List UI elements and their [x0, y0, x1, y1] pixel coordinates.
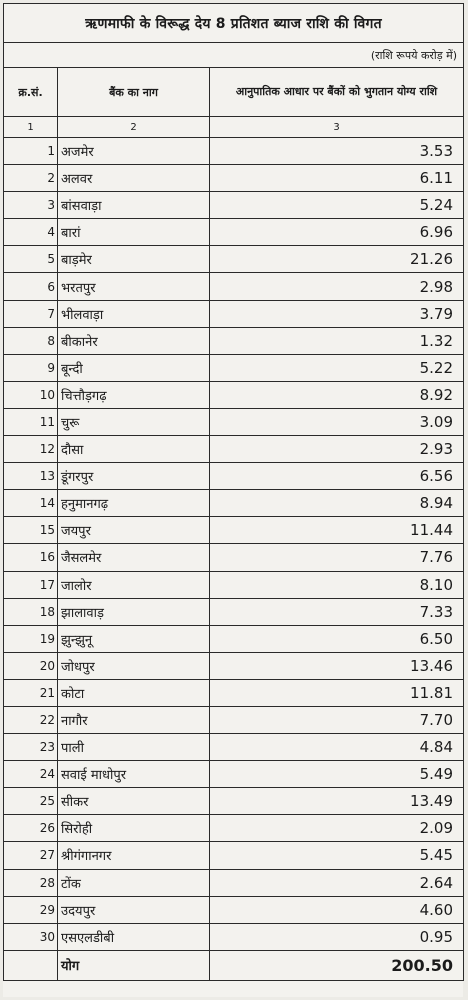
table-row — [4, 734, 464, 761]
serial-number-cell: 8 — [4, 327, 58, 354]
title-row — [4, 4, 464, 43]
bank-name-cell: बांसवाड़ा — [58, 192, 210, 219]
serial-number-cell: 18 — [4, 598, 58, 625]
table-row — [4, 165, 464, 192]
serial-number-cell: 13 — [4, 463, 58, 490]
table-row — [4, 571, 464, 598]
serial-number-cell: 12 — [4, 436, 58, 463]
bank-name-cell: सीकर — [58, 788, 210, 815]
amount-cell: 8.10 — [210, 571, 464, 598]
table-row — [4, 896, 464, 923]
amount-cell: 6.50 — [210, 625, 464, 652]
bank-name-cell: एसएलडीबी — [58, 923, 210, 950]
table-row — [4, 463, 464, 490]
amount-cell: 4.84 — [210, 734, 464, 761]
table-row — [4, 273, 464, 300]
serial-number-cell: 16 — [4, 544, 58, 571]
table-row — [4, 246, 464, 273]
serial-number-cell: 10 — [4, 381, 58, 408]
serial-number-cell: 7 — [4, 300, 58, 327]
column-number-row — [4, 117, 464, 138]
total-serial-cell — [4, 950, 58, 980]
serial-number-cell: 22 — [4, 706, 58, 733]
amount-cell: 3.09 — [210, 408, 464, 435]
total-row — [4, 950, 464, 980]
table-row — [4, 354, 464, 381]
bank-name-cell: हनुमानगढ़ — [58, 490, 210, 517]
table-row — [4, 788, 464, 815]
bank-name-cell: चित्तौड़गढ़ — [58, 381, 210, 408]
unit-row — [4, 43, 464, 68]
table-row — [4, 490, 464, 517]
header-serial: क्र.सं. — [4, 68, 58, 117]
serial-number-cell: 23 — [4, 734, 58, 761]
serial-number-cell: 11 — [4, 408, 58, 435]
bank-name-cell: झालावाड़ — [58, 598, 210, 625]
amount-cell: 6.11 — [210, 165, 464, 192]
table-row — [4, 923, 464, 950]
serial-number-cell: 25 — [4, 788, 58, 815]
table-row — [4, 761, 464, 788]
bank-name-cell: श्रीगंगानगर — [58, 842, 210, 869]
total-label: योग — [58, 950, 210, 980]
serial-number-cell: 2 — [4, 165, 58, 192]
amount-cell: 11.44 — [210, 517, 464, 544]
amount-cell: 6.56 — [210, 463, 464, 490]
bank-name-cell: भरतपुर — [58, 273, 210, 300]
serial-number-cell: 24 — [4, 761, 58, 788]
bank-name-cell: सिरोही — [58, 815, 210, 842]
bank-name-cell: डूंगरपुर — [58, 463, 210, 490]
serial-number-cell: 5 — [4, 246, 58, 273]
table-row — [4, 517, 464, 544]
table-row — [4, 300, 464, 327]
amount-cell: 5.45 — [210, 842, 464, 869]
serial-number-cell: 17 — [4, 571, 58, 598]
bank-name-cell: सवाई माधोपुर — [58, 761, 210, 788]
bank-name-cell: पाली — [58, 734, 210, 761]
serial-number-cell: 30 — [4, 923, 58, 950]
amount-cell: 1.32 — [210, 327, 464, 354]
amount-cell: 11.81 — [210, 679, 464, 706]
unit-note: (राशि रूपये करोड़ में) — [4, 43, 464, 68]
amount-cell: 4.60 — [210, 896, 464, 923]
serial-number-cell: 27 — [4, 842, 58, 869]
amount-cell: 7.70 — [210, 706, 464, 733]
header-amount: आनुपातिक आधार पर बैंकों को भुगतान योग्य राशि — [210, 68, 464, 117]
bank-name-cell: भीलवाड़ा — [58, 300, 210, 327]
serial-number-cell: 19 — [4, 625, 58, 652]
table-row — [4, 192, 464, 219]
serial-number-cell: 15 — [4, 517, 58, 544]
table-row — [4, 869, 464, 896]
column-number: 2 — [58, 117, 210, 138]
bank-name-cell: कोटा — [58, 679, 210, 706]
amount-cell: 21.26 — [210, 246, 464, 273]
amount-cell: 7.76 — [210, 544, 464, 571]
serial-number-cell: 21 — [4, 679, 58, 706]
table-row — [4, 436, 464, 463]
document-sheet — [3, 3, 463, 997]
header-bank: बैंक का नाग — [58, 68, 210, 117]
bank-name-cell: दौसा — [58, 436, 210, 463]
bank-name-cell: जालोर — [58, 571, 210, 598]
column-number: 1 — [4, 117, 58, 138]
amount-cell: 3.79 — [210, 300, 464, 327]
bank-name-cell: बीकानेर — [58, 327, 210, 354]
table-row — [4, 842, 464, 869]
table-row — [4, 138, 464, 165]
amount-cell: 5.49 — [210, 761, 464, 788]
serial-number-cell: 14 — [4, 490, 58, 517]
table-row — [4, 706, 464, 733]
amount-cell: 7.33 — [210, 598, 464, 625]
amount-cell: 5.24 — [210, 192, 464, 219]
total-value: 200.50 — [210, 950, 464, 980]
amount-cell: 6.96 — [210, 219, 464, 246]
bank-name-cell: जोधपुर — [58, 652, 210, 679]
amount-cell: 0.95 — [210, 923, 464, 950]
serial-number-cell: 4 — [4, 219, 58, 246]
table-row — [4, 598, 464, 625]
table-row — [4, 652, 464, 679]
serial-number-cell: 1 — [4, 138, 58, 165]
table-row — [4, 327, 464, 354]
bank-name-cell: बारां — [58, 219, 210, 246]
amount-cell: 8.92 — [210, 381, 464, 408]
serial-number-cell: 26 — [4, 815, 58, 842]
table-row — [4, 544, 464, 571]
amount-cell: 2.64 — [210, 869, 464, 896]
table-row — [4, 815, 464, 842]
interest-amount-table — [3, 3, 464, 981]
bank-name-cell: उदयपुर — [58, 896, 210, 923]
table-row — [4, 381, 464, 408]
amount-cell: 2.98 — [210, 273, 464, 300]
serial-number-cell: 6 — [4, 273, 58, 300]
amount-cell: 3.53 — [210, 138, 464, 165]
table-row — [4, 625, 464, 652]
table-row — [4, 679, 464, 706]
serial-number-cell: 3 — [4, 192, 58, 219]
amount-cell: 8.94 — [210, 490, 464, 517]
serial-number-cell: 29 — [4, 896, 58, 923]
bank-name-cell: झुन्झुनू — [58, 625, 210, 652]
amount-cell: 5.22 — [210, 354, 464, 381]
amount-cell: 2.09 — [210, 815, 464, 842]
bank-name-cell: अलवर — [58, 165, 210, 192]
bank-name-cell: बून्दी — [58, 354, 210, 381]
bank-name-cell: चुरू — [58, 408, 210, 435]
table-row — [4, 408, 464, 435]
table-row — [4, 219, 464, 246]
serial-number-cell: 9 — [4, 354, 58, 381]
bank-name-cell: नागौर — [58, 706, 210, 733]
bank-name-cell: जयपुर — [58, 517, 210, 544]
bank-name-cell: अजमेर — [58, 138, 210, 165]
serial-number-cell: 20 — [4, 652, 58, 679]
amount-cell: 13.46 — [210, 652, 464, 679]
bank-name-cell: टोंक — [58, 869, 210, 896]
table-title: ऋणमाफी के विरूद्ध देय 8 प्रतिशत ब्याज राशि की विगत — [4, 4, 464, 43]
bank-name-cell: जैसलमेर — [58, 544, 210, 571]
amount-cell: 2.93 — [210, 436, 464, 463]
header-row — [4, 68, 464, 117]
amount-cell: 13.49 — [210, 788, 464, 815]
bank-name-cell: बाड़मेर — [58, 246, 210, 273]
column-number: 3 — [210, 117, 464, 138]
serial-number-cell: 28 — [4, 869, 58, 896]
